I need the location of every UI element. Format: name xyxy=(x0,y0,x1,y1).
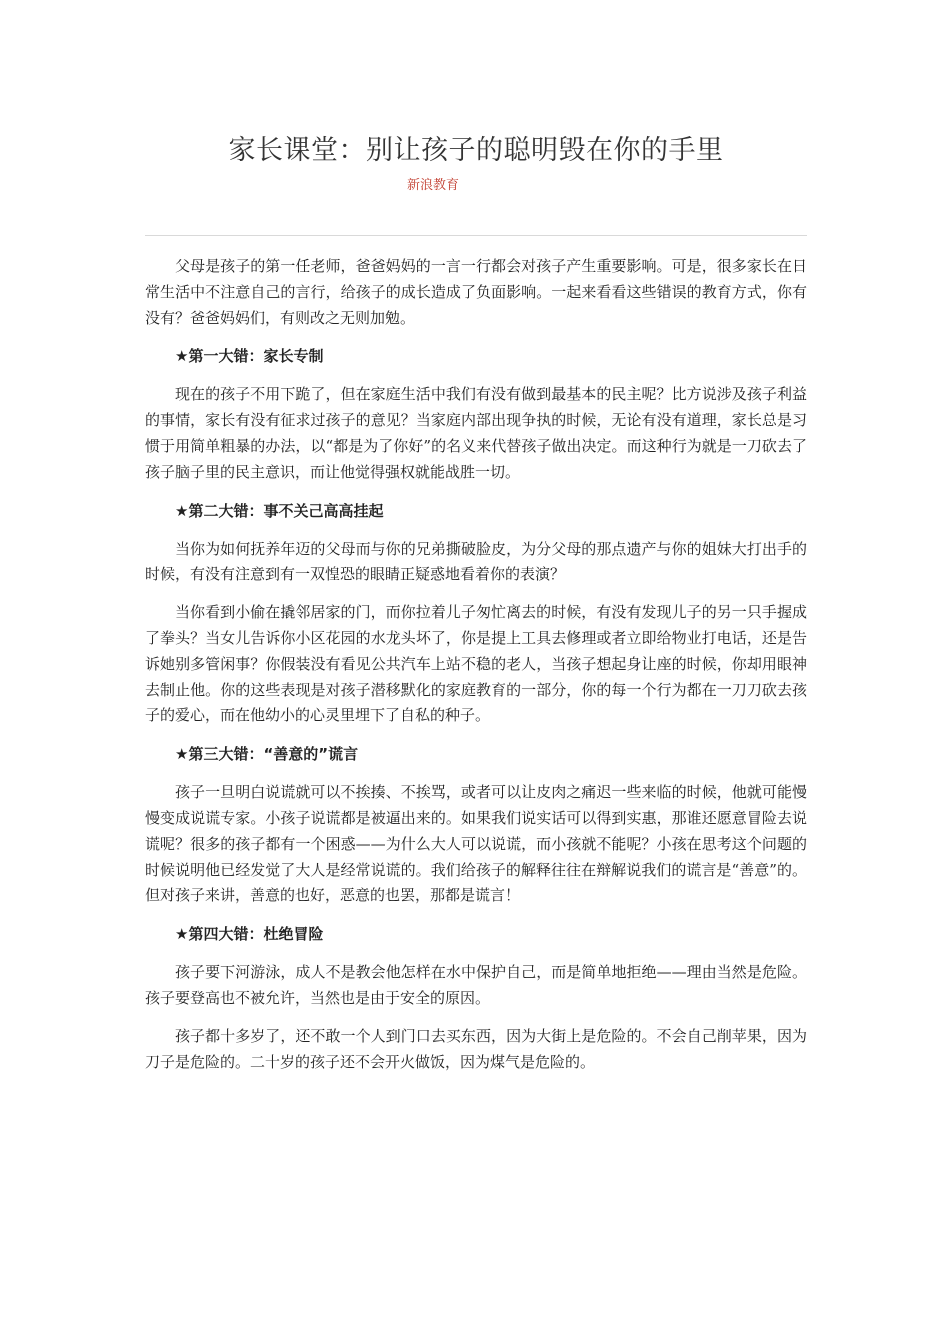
title-divider xyxy=(145,235,807,236)
section-heading-4: ★第四大错：杜绝冒险 xyxy=(175,925,324,944)
article-source[interactable]: 新浪教育 xyxy=(407,178,460,193)
section-1-paragraph: 现在的孩子不用下跪了，但在家庭生活中我们有没有做到最基本的民主呢？比方说涉及孩子利益的事情，家长有没有征求过孩子的意见？当家庭内部出现争执的时候，无论有没有道理，家长总是习惯于用简单粗暴的办法，以“都是为了你好”的名义来代替孩子做出决定。而这种行为就是一刀砍去了孩子脑子里的民主意识，而让他觉得强权就能战胜一切。 xyxy=(145,385,807,481)
section-heading-3: ★第三大错：“善意的”谎言 xyxy=(175,745,359,764)
section-2-paragraph-2: 当你看到小偷在撬邻居家的门，而你拉着儿子匆忙离去的时候，有没有发现儿子的另一只手握成了拳头？当女儿告诉你小区花园的水龙头坏了，你是提上工具去修理或者立即给物业打电话，还是告诉她别多管闲事？你假装没有看见公共汽车上站不稳的老人，当孩子想起身让座的时候，你却用眼神去制止他。你的这些表现是对孩子潜移默化的家庭教育的一部分，你的每一个行为都在一刀刀砍去孩子的爱心，而在他幼小的心灵里埋下了自私的种子。 xyxy=(145,603,807,725)
intro-paragraph: 父母是孩子的第一任老师，爸爸妈妈的一言一行都会对孩子产生重要影响。可是，很多家长在日常生活中不注意自己的言行，给孩子的成长造成了负面影响。一起来看看这些错误的教育方式，你有没有？爸爸妈妈们，有则改之无则加勉。 xyxy=(145,257,807,327)
section-heading-2: ★第二大错：事不关己高高挂起 xyxy=(175,501,384,520)
article-title: 家长课堂：别让孩子的聪明毁在你的手里 xyxy=(228,135,724,166)
section-4-paragraph-1: 孩子要下河游泳，成人不是教会他怎样在水中保护自己，而是简单地拒绝——理由当然是危险。孩子要登高也不被允许，当然也是由于安全的原因。 xyxy=(145,963,807,1007)
section-4-paragraph-2: 孩子都十多岁了，还不敢一个人到门口去买东西，因为大街上是危险的。不会自己削苹果，因为刀子是危险的。二十岁的孩子还不会开火做饭，因为煤气是危险的。 xyxy=(145,1026,807,1071)
article-body xyxy=(145,254,807,1087)
section-heading-1: ★第一大错：家长专制 xyxy=(175,347,324,366)
section-3-paragraph: 孩子一旦明白说谎就可以不挨揍、不挨骂，或者可以让皮肉之痛迟一些来临的时候，他就可能慢慢变成说谎专家。小孩子说谎都是被逼出来的。如果我们说实话可以得到实惠，那谁还愿意冒险去说谎呢？很多的孩子都有一个困惑——为什么大人可以说谎，而小孩就不能呢？小孩在思考这个问题的时候说明他已经发觉了大人是经常说谎的。我们给孩子的解释往往在辩解说我们的谎言是“善意”的。但对孩子来讲，善意的也好，恶意的也罢，那都是谎言！ xyxy=(145,783,807,905)
section-2-paragraph-1: 当你为如何抚养年迈的父母而与你的兄弟撕破脸皮，为分父母的那点遗产与你的姐妹大打出手的时候，有没有注意到有一双惶恐的眼睛正疑惑地看着你的表演？ xyxy=(145,539,807,584)
